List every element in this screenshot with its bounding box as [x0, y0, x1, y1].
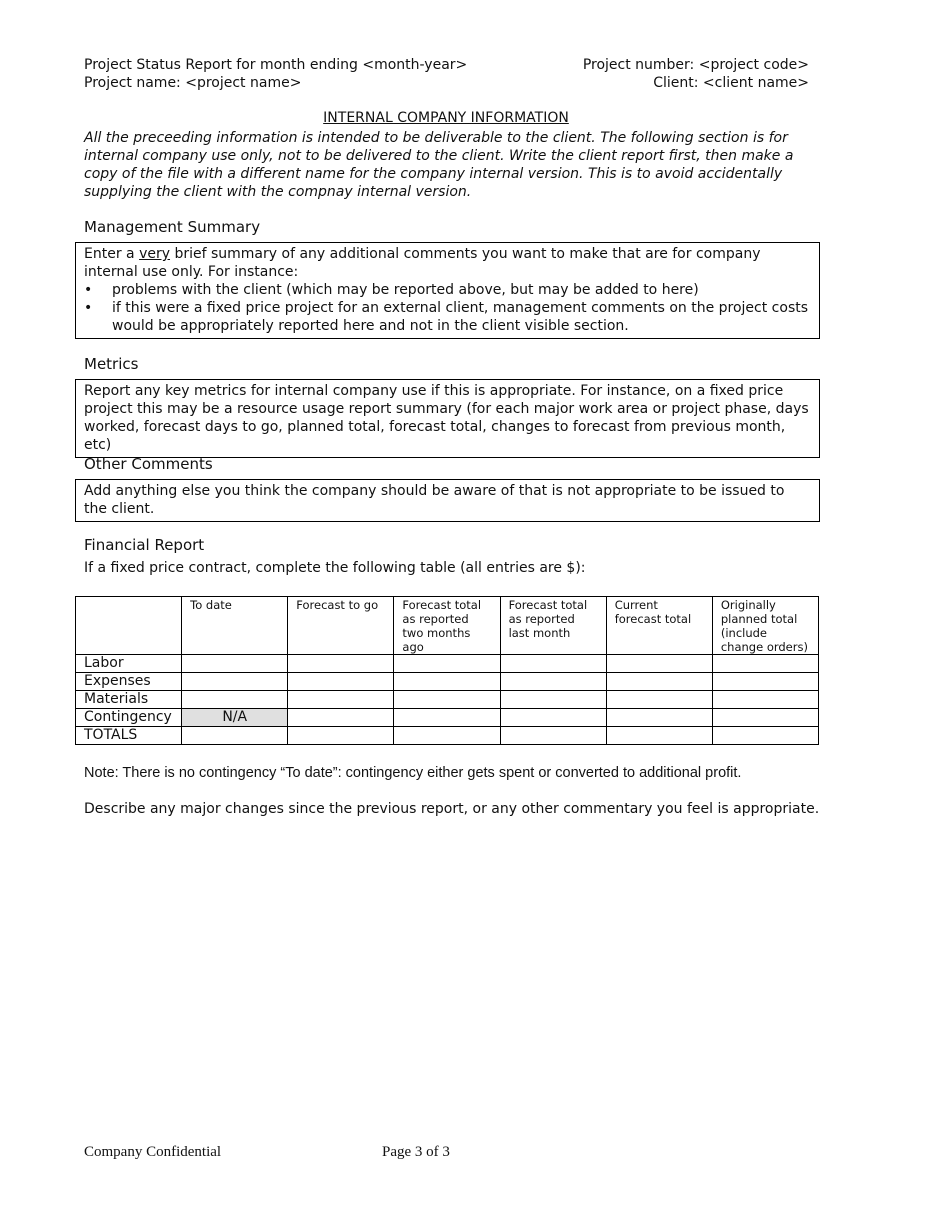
table-cell[interactable] — [606, 655, 712, 673]
contingency-note: Note: There is no contingency “To date”: contingency either gets spent or converted to additional profit. — [84, 765, 742, 781]
table-row — [76, 655, 819, 673]
table-cell[interactable] — [606, 673, 712, 691]
table-row — [76, 673, 819, 691]
header-right — [583, 56, 809, 92]
table-cell[interactable] — [288, 673, 394, 691]
project-number-line: Project number: <project code> — [582, 57, 809, 73]
row-label: Materials — [76, 691, 182, 709]
table-cell[interactable] — [712, 709, 818, 727]
financial-table — [75, 596, 819, 745]
bullet-icon: • — [84, 300, 93, 316]
table-cell[interactable] — [394, 673, 500, 691]
column-header: Originally planned total (include change orders) — [712, 597, 818, 655]
table-cell[interactable] — [500, 691, 606, 709]
row-label: Contingency — [76, 709, 182, 727]
row-label: Labor — [76, 655, 182, 673]
table-cell[interactable] — [288, 691, 394, 709]
table-cell[interactable] — [182, 727, 288, 745]
project-name-line: Project name: <project name> — [84, 75, 302, 91]
table-row — [76, 727, 819, 745]
internal-section-title: INTERNAL COMPANY INFORMATION — [323, 110, 569, 126]
table-cell[interactable] — [288, 709, 394, 727]
client-line: Client: <client name> — [653, 75, 809, 91]
management-summary-list — [84, 281, 811, 335]
table-cell[interactable] — [606, 691, 712, 709]
list-item: • if this were a fixed price project for an external client, management comments on the project costs would be appropriately reported here and not in the client visible section. — [84, 300, 809, 334]
table-cell[interactable] — [182, 655, 288, 673]
table-row — [76, 691, 819, 709]
table-cell[interactable] — [394, 691, 500, 709]
column-header: Current forecast total — [606, 597, 712, 655]
table-cell[interactable] — [288, 655, 394, 673]
list-item: • problems with the client (which may be reported above, but may be added to here) — [84, 282, 699, 298]
table-cell[interactable] — [182, 673, 288, 691]
bullet-icon: • — [84, 282, 93, 298]
report-title-line: Project Status Report for month ending <month-year> — [84, 57, 468, 73]
table-cell[interactable] — [712, 673, 818, 691]
management-summary-text: Enter a very brief summary of any additional comments you want to make that are for company internal use only. For instance: — [84, 246, 761, 280]
other-comments-box[interactable] — [75, 479, 820, 522]
column-header: To date — [182, 597, 288, 655]
table-cell[interactable] — [394, 727, 500, 745]
table-cell[interactable] — [606, 709, 712, 727]
internal-intro-text: All the preceeding information is intended to be deliverable to the client. The following section is for internal company use only, not to be delivered to the client. Write the client report first, then make a copy of the file with a different name for the company internal version. This is to avoid accidentally supplying the client with the compnay internal version. — [84, 130, 794, 200]
table-cell[interactable] — [606, 727, 712, 745]
table-cell[interactable] — [394, 709, 500, 727]
table-cell[interactable] — [500, 673, 606, 691]
row-label: TOTALS — [76, 727, 182, 745]
management-summary-box[interactable] — [75, 242, 820, 339]
footer-page-number: Page 3 of 3 — [382, 1144, 450, 1160]
metrics-heading: Metrics — [84, 355, 139, 373]
table-cell[interactable] — [712, 727, 818, 745]
table-cell[interactable] — [288, 727, 394, 745]
column-header: Forecast total as reported two months ago — [394, 597, 500, 655]
column-header: Forecast total as reported last month — [500, 597, 606, 655]
na-cell: N/A — [182, 709, 288, 727]
management-summary-heading: Management Summary — [84, 218, 261, 236]
table-cell[interactable] — [394, 655, 500, 673]
metrics-text: Report any key metrics for internal company use if this is appropriate. For instance, on a fixed price project this may be a resource usage report summary (for each major work area or project phase, days worked, forecast days to go, planned total, forecast total, changes to forecast from previous month, etc) — [84, 383, 809, 453]
column-header — [76, 597, 182, 655]
financial-report-instruction: If a fixed price contract, complete the following table (all entries are $): — [84, 560, 586, 576]
other-comments-heading: Other Comments — [84, 455, 213, 473]
table-cell[interactable] — [182, 691, 288, 709]
header-left — [84, 56, 467, 92]
metrics-box[interactable] — [75, 379, 820, 458]
column-header: Forecast to go — [288, 597, 394, 655]
table-header-row — [76, 597, 819, 655]
other-comments-text: Add anything else you think the company should be aware of that is not appropriate to be issued to the client. — [84, 483, 785, 517]
row-label: Expenses — [76, 673, 182, 691]
table-row — [76, 709, 819, 727]
financial-report-heading: Financial Report — [84, 536, 205, 554]
table-cell[interactable] — [500, 727, 606, 745]
table-cell[interactable] — [712, 655, 818, 673]
footer-confidential: Company Confidential — [84, 1144, 222, 1160]
table-cell[interactable] — [712, 691, 818, 709]
table-cell[interactable] — [500, 655, 606, 673]
describe-changes-text: Describe any major changes since the previous report, or any other commentary you feel is appropriate. — [84, 801, 820, 817]
table-cell[interactable] — [500, 709, 606, 727]
